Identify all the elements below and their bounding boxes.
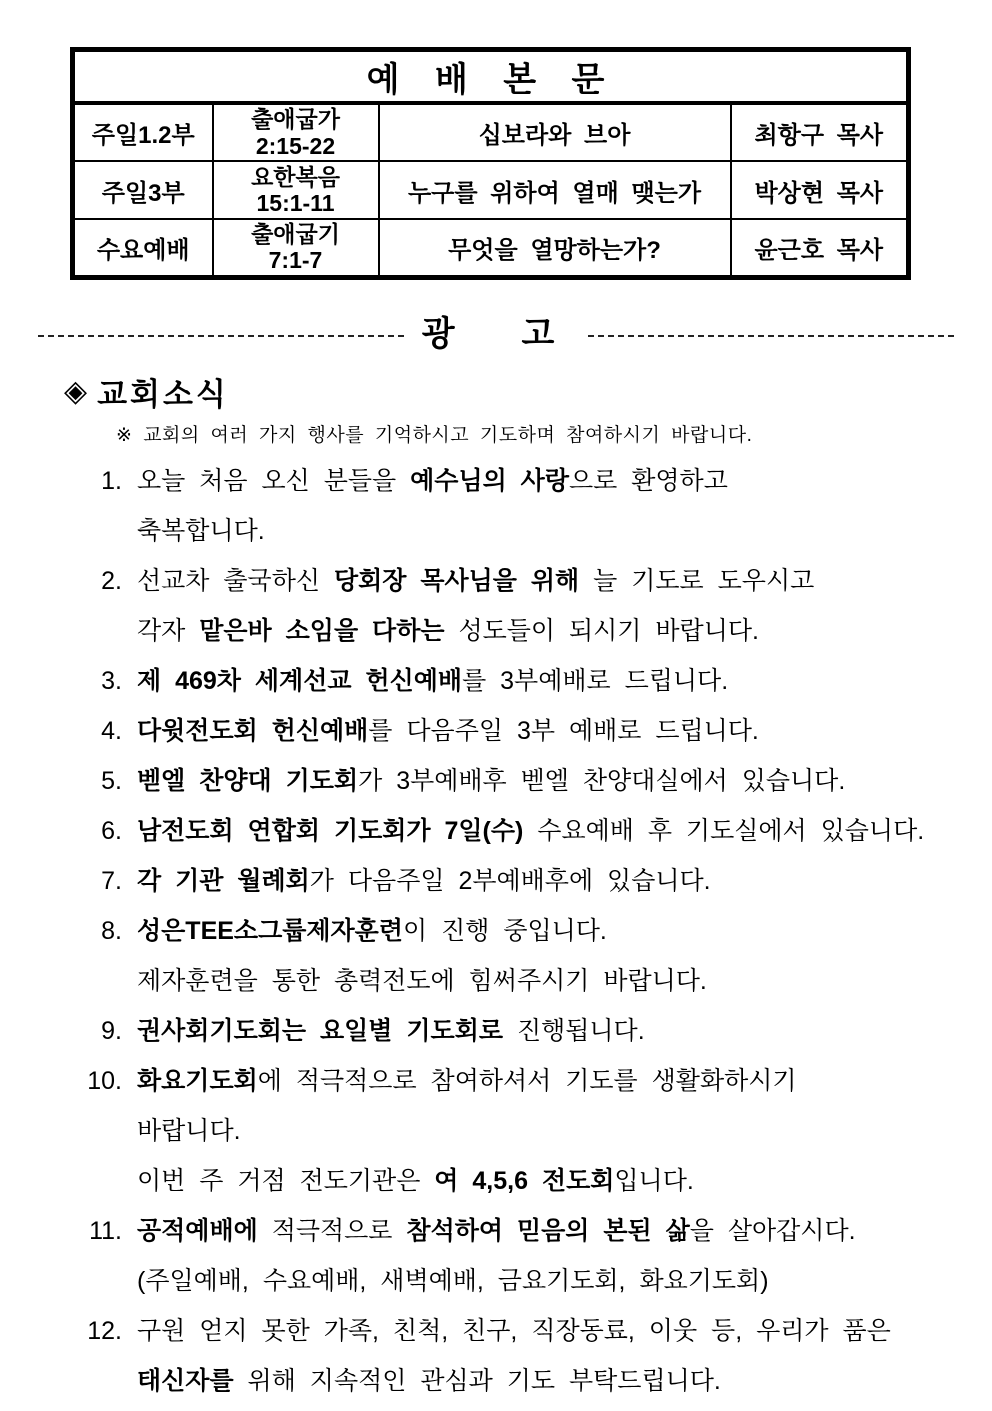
announcement-text: (주일예배, 수요예배, 새벽예배, 금요기도회, 화요기도회): [137, 1266, 769, 1295]
announcement-text: 남전도회 연합회 기도회가 7일(수) 수요예배 후 기도실에서 있습니다.: [137, 816, 925, 845]
announcement-text: 구원 얻지 못한 가족, 친척, 친구, 직장동료, 이웃 등, 우리가 품은: [137, 1316, 891, 1345]
scripture-cell: [213, 161, 379, 219]
announcement-number: 8.: [101, 916, 122, 945]
sermon-cell: 무엇을 열망하는가?: [379, 219, 731, 277]
announcement-text: 제 469차 세계선교 헌신예배를 3부예배로 드립니다.: [137, 666, 729, 695]
scripture-verses: 15:1-11: [256, 190, 335, 216]
diamond-icon: ◈: [64, 374, 88, 408]
announcement-line: [66, 1011, 992, 1061]
scripture-cell: [213, 103, 379, 161]
sermon-cell: 십보라와 브아: [379, 103, 731, 161]
service-cell: 주일3부: [73, 161, 213, 219]
scripture-cell: [213, 219, 379, 277]
announcement-number: 10.: [87, 1066, 122, 1095]
table-title-row: [73, 50, 909, 104]
announcement-number: 3.: [101, 666, 122, 695]
announcement-text: 축복합니다.: [137, 516, 265, 545]
table-title: 예 배 본 문: [73, 50, 909, 104]
announcement-text: 태신자를 위해 지속적인 관심과 기도 부탁드립니다.: [137, 1366, 721, 1395]
announcement-number: 1.: [101, 466, 122, 495]
service-cell: 주일1.2부: [73, 103, 213, 161]
announcement-text: 바랍니다.: [137, 1116, 241, 1145]
announcement-number: 4.: [101, 716, 122, 745]
announcement-line: [66, 511, 992, 561]
announcement-line: [66, 611, 992, 661]
announcement-number: 11.: [89, 1216, 122, 1245]
announcement-text: 공적예배에 적극적으로 참석하여 믿음의 본된 삶을 살아갑시다.: [137, 1216, 856, 1245]
scripture-book: 요한복음: [251, 163, 340, 190]
announcement-line: [66, 1261, 992, 1311]
announcement-text: 오늘 처음 오신 분들을 예수님의 사랑으로 환영하고: [137, 466, 728, 495]
announcement-number: 7.: [101, 866, 122, 895]
announcement-text: 제자훈련을 통한 총력전도에 힘써주시기 바랍니다.: [137, 966, 707, 995]
table-row: [73, 103, 909, 161]
section-note: ※ 교회의 여러 가지 행사를 기억하시고 기도하며 참여하시기 바랍니다.: [116, 424, 753, 446]
preacher-cell: 박상현 목사: [731, 161, 909, 219]
announcement-line: [66, 811, 992, 861]
announcement-text: 이번 주 거점 전도기관은 여 4,5,6 전도회입니다.: [137, 1166, 694, 1195]
announcement-line: [66, 561, 992, 611]
scripture-book: 출애굽가: [251, 106, 340, 133]
announcement-line: [66, 761, 992, 811]
divider-dashes-right: [588, 335, 954, 337]
announcement-line: [66, 911, 992, 961]
worship-scripture-table: [70, 47, 911, 280]
announcement-number: 12.: [87, 1316, 122, 1345]
service-cell: 수요예배: [73, 219, 213, 277]
announcement-line: [66, 661, 992, 711]
announcement-line: [66, 461, 992, 511]
preacher-cell: 윤근호 목사: [731, 219, 909, 277]
sermon-cell: 누구를 위하여 열매 맺는가: [379, 161, 731, 219]
announcement-text: 선교차 출국하신 당회장 목사님을 위해 늘 기도로 도우시고: [137, 566, 815, 595]
announcement-line: [66, 711, 992, 761]
announcement-text: 권사회기도회는 요일별 기도회로 진행됩니다.: [137, 1016, 645, 1045]
announcement-line: [66, 1211, 992, 1261]
scripture-verses: 2:15-22: [255, 132, 336, 159]
announcement-text: 성은TEE소그룹제자훈련이 진행 중입니다.: [137, 916, 607, 945]
announcement-number: 2.: [101, 566, 122, 595]
announcement-line: [66, 1161, 992, 1211]
announcement-line: [66, 861, 992, 911]
announcement-text: 벧엘 찬양대 기도회가 3부예배후 벧엘 찬양대실에서 있습니다.: [137, 766, 846, 795]
section-heading: [64, 369, 992, 414]
announcement-number: 5.: [101, 766, 122, 795]
announcement-text: 다윗전도회 헌신예배를 다음주일 3부 예배로 드립니다.: [137, 716, 759, 745]
preacher-cell: 최항구 목사: [731, 103, 909, 161]
announcement-line: [66, 1311, 992, 1361]
section-title: 교회소식: [97, 376, 229, 412]
announcement-line: [66, 1361, 992, 1411]
announcement-line: [66, 1061, 992, 1111]
divider-dashes-left: [38, 335, 404, 337]
announcement-text: 화요기도회에 적극적으로 참여하셔서 기도를 생활화하시기: [137, 1066, 797, 1095]
announcement-text: 각자 맡은바 소임을 다하는 성도들이 되시기 바랍니다.: [137, 616, 759, 645]
announcement-number: 9.: [101, 1016, 122, 1045]
scripture-verses: 7:1-7: [268, 247, 323, 274]
announcement-line: [66, 961, 992, 1011]
table-row: [73, 161, 909, 219]
announcement-text: 각 기관 월례회가 다음주일 2부예배후에 있습니다.: [137, 866, 711, 895]
table-row: [73, 219, 909, 277]
announcement-line: [66, 1111, 992, 1161]
announcement-number: 6.: [101, 816, 122, 845]
announcement-list: [66, 461, 992, 1411]
scripture-book: 출애굽기: [251, 220, 340, 247]
announcements-divider: [38, 306, 954, 355]
announcements-title: 광 고: [421, 314, 571, 353]
